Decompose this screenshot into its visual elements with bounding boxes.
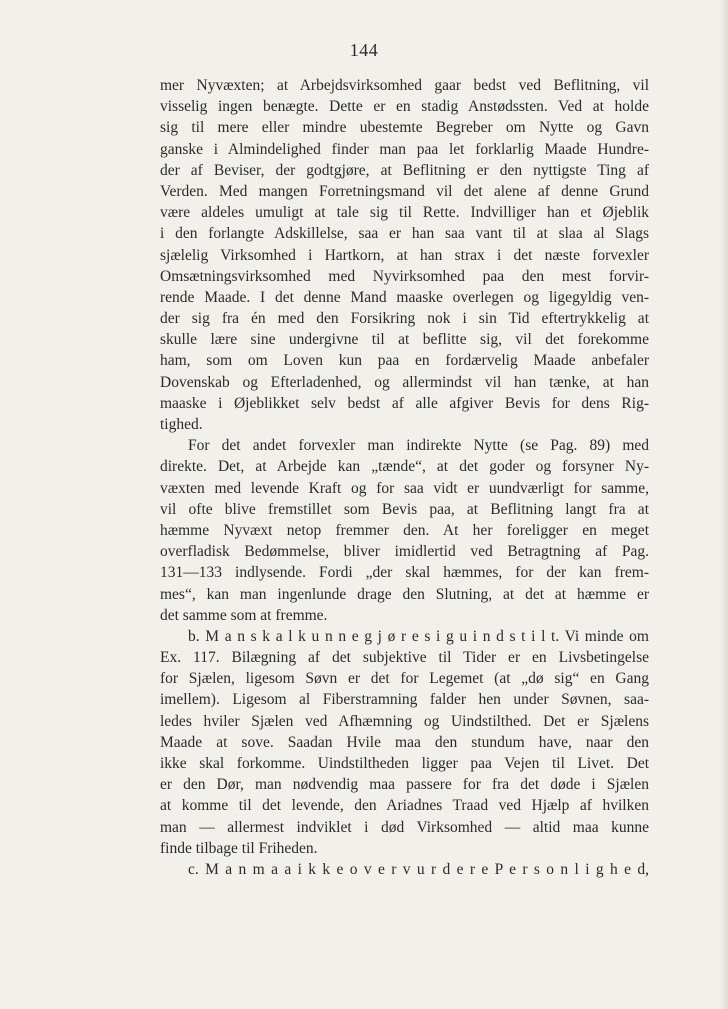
text-line: Maade at sove. Saadan Hvile maa den stundum have, naar den: [160, 733, 649, 751]
text-line: Omsætningsvirksomhed med Nyvirksomhed paa den mest forvir-: [160, 267, 649, 285]
text-line: for Sjælen, ligesom Søvn er det for Legemet (at „dø sig“ en Gang: [160, 670, 649, 688]
text-line: man — allermest indviklet i død Virksomhed — altid maa kunne: [160, 818, 649, 836]
text-line: 131—133 indlysende. Fordi „der skal hæmmes, for der kan frem-: [160, 564, 649, 582]
text-line: rende Maade. I det denne Mand maaske overlegen og ligegyldig ven-: [160, 288, 649, 306]
page-number: 144: [349, 40, 379, 60]
text-line: der sig fra én med den Forsikring nok i sin Tid eftertrykkelig at: [160, 310, 649, 328]
text-line: imellem). Ligesom al Fiberstramning falder hen under Søvnen, saa-: [160, 691, 649, 709]
text-line: For det andet forvexler man indirekte Nytte (se Pag. 89) med: [188, 437, 649, 455]
text-line: skulle lære sine undergivne til at beflitte sig, vil det forekomme: [160, 331, 649, 349]
text-line: overfladisk Bedømmelse, bliver imidlertid ved Betragtning af Pag.: [160, 543, 649, 561]
text-line: hæmme Nyvæxt netop fremmer den. At her foreligger en meget: [160, 521, 649, 539]
text-line: mes“, kan man ingenlunde drage den Slutning, at det at hæmme er: [160, 585, 649, 603]
text-line: Verden. Med mangen Forretningsmand vil det alene af denne Grund: [160, 182, 649, 200]
text-line: c. M a n m a a i k k e o v e r v u r d e r e P e r s o n l i g h e d,: [188, 860, 649, 878]
text-line: maaske i Øjeblikket selv bedst af alle afgiver Bevis for dens Rig-: [160, 394, 649, 412]
text-line: vil ofte blive fremstillet som Bevis paa, at Beflitning langt fra at: [160, 500, 649, 518]
text-line: at komme til det levende, den Ariadnes Traad ved Hjælp af hvilken: [160, 797, 649, 815]
text-line: der af Beviser, der godtgjøre, at Beflitning er den nyttigste Ting af: [160, 161, 649, 179]
text-line: ham, som om Loven kun paa en fordærvelig Maade anbefaler: [160, 352, 649, 370]
text-line: i den forlangte Adskillelse, saa er han saa vant til at slaa al Slags: [160, 225, 649, 243]
text-line: sjælelig Virksomhed i Hartkorn, at han strax i det næste forvexler: [160, 246, 649, 264]
text-line: ledes hviler Sjælen ved Afhæmning og Uindstilthed. Det er Sjælens: [160, 712, 649, 730]
text-line: væxten med levende Kraft og for saa vidt er uundværligt for samme,: [160, 479, 649, 497]
text-line: tighed.: [160, 416, 203, 433]
text-line: finde tilbage til Friheden.: [160, 839, 318, 857]
text-line: være aldeles umuligt at tale sig til Rette. Indvilliger han et Øjeblik: [160, 204, 649, 222]
text-line: det samme som at fremme.: [160, 606, 328, 624]
page-edge-shadow: [720, 0, 728, 1009]
text-line: Ex. 117. Bilægning af det subjektive til Tider er en Livsbetingelse: [160, 649, 649, 667]
text-line: ganske i Almindelighed finder man paa let forklarlig Maade Hundre-: [160, 140, 649, 158]
text-line: er den Dør, man nødvendig maa passere for fra det døde i Sjælen: [160, 776, 649, 794]
text-line: ikke skal forkomme. Uindstiltheden ligger paa Vejen til Livet. Det: [160, 755, 649, 772]
text-line: visselig ingen benægte. Dette er en stadig Anstødssten. Ved at holde: [160, 98, 649, 116]
text-line: mer Nyvæxten; at Arbejdsvirksomhed gaar bedst ved Beflitning, vil: [160, 77, 649, 94]
body-text: [160, 75, 649, 880]
text-line: b. M a n s k a l k u n n e g j ø r e s i g u i n d s t i l t. Vi minde om: [188, 627, 649, 645]
text-line: Dovenskab og Efterladenhed, og allermindst vil han tænke, at han: [160, 373, 649, 391]
text-line: direkte. Det, at Arbejde kan „tænde“, at det goder og forsyner Ny-: [160, 458, 649, 476]
text-line: sig til mere eller mindre ubestemte Begreber om Nytte og Gavn: [160, 119, 649, 137]
